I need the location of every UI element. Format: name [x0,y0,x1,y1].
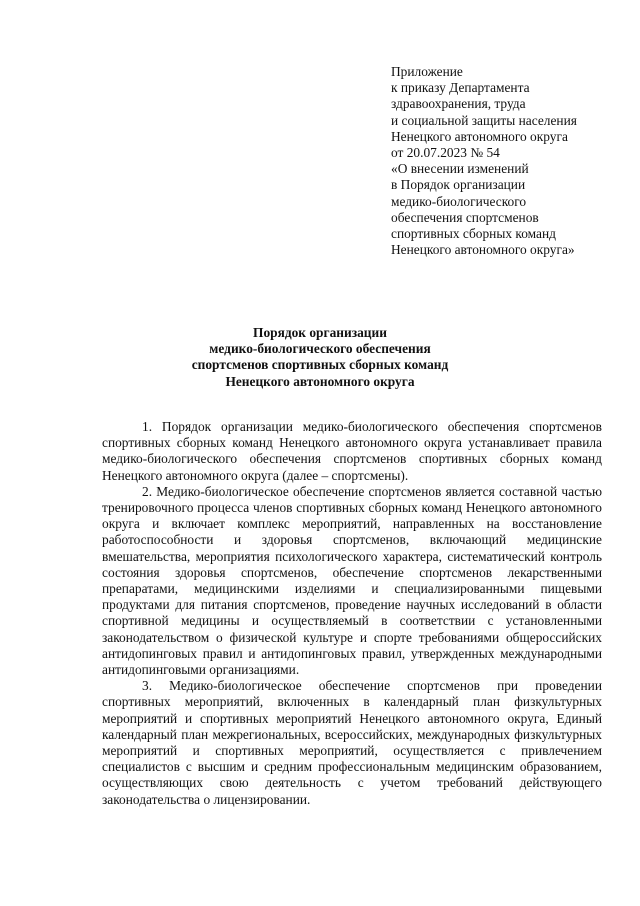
paragraph-1: 1. Порядок организации медико-биологического обеспечения спортсменов спортивных сборных команд Ненецкого автономного округа устанавливает правила медико-биологического обеспечения спортсменов спортивных сборных команд Ненецкого автономного округа (далее – спортсмены). [102,419,602,483]
appendix-line: здравоохранения, труда [391,96,526,112]
appendix-line: обеспечения спортсменов [391,209,539,225]
title-line: спортсменов спортивных сборных команд [191,357,449,373]
appendix-line: и социальной защиты населения [391,112,577,128]
title-line: Ненецкого автономного округа [225,373,415,389]
document-title [0,325,640,390]
appendix-line: спортивных сборных команд [391,225,556,241]
paragraph-3: 3. Медико-биологическое обеспечение спортсменов при проведении спортивных мероприятий, включенных в календарный план физкультурных мероприятий и спортивных мероприятий Ненецкого автономного округа, Единый календарный план межрегиональных, всероссийских, международных физкультурных мероприятий и спортивных мероприятий, осуществляется с привлечением специалистов с высшим и средним профессиональным медицинским образованием, осуществляющих свою деятельность с учетом требований действующего законодательства о лицензировании. [102,678,602,807]
title-line: медико-биологического обеспечения [209,341,431,357]
title-line: Порядок организации [253,325,387,340]
appendix-line: в Порядок организации [391,177,526,193]
appendix-line: Ненецкого автономного округа» [391,242,575,258]
document-body [102,419,602,808]
appendix-line: Ненецкого автономного округа [391,128,568,144]
appendix-note [391,64,631,258]
paragraph-2: 2. Медико-биологическое обеспечение спортсменов является составной частью тренировочного процесса членов спортивных сборных команд Ненецкого автономного округа и включает комплекс мероприятий, направленных на восстановление работоспособности и здоровья спортсменов, включающий медицинские вмешательства, мероприятия психологического характера, систематический контроль состояния здоровья спортсменов, обеспечение спортсменов лекарственными препаратами, медицинскими изделиями и специализированными пищевыми продуктами для питания спортсменов, проведение научных исследований в области спортивной медицины и осуществляемый в соответствии с установленными законодательством о физической культуре и спорте требованиями общероссийских антидопинговых правил и антидопинговых правил, утвержденных международными антидопинговыми организациями. [102,483,602,678]
appendix-line: медико-биологического [391,193,527,209]
appendix-line: к приказу Департамента [391,80,530,96]
appendix-line: от 20.07.2023 № 54 [391,144,500,160]
appendix-line: «О внесении изменений [391,161,529,177]
appendix-line: Приложение [391,64,463,79]
